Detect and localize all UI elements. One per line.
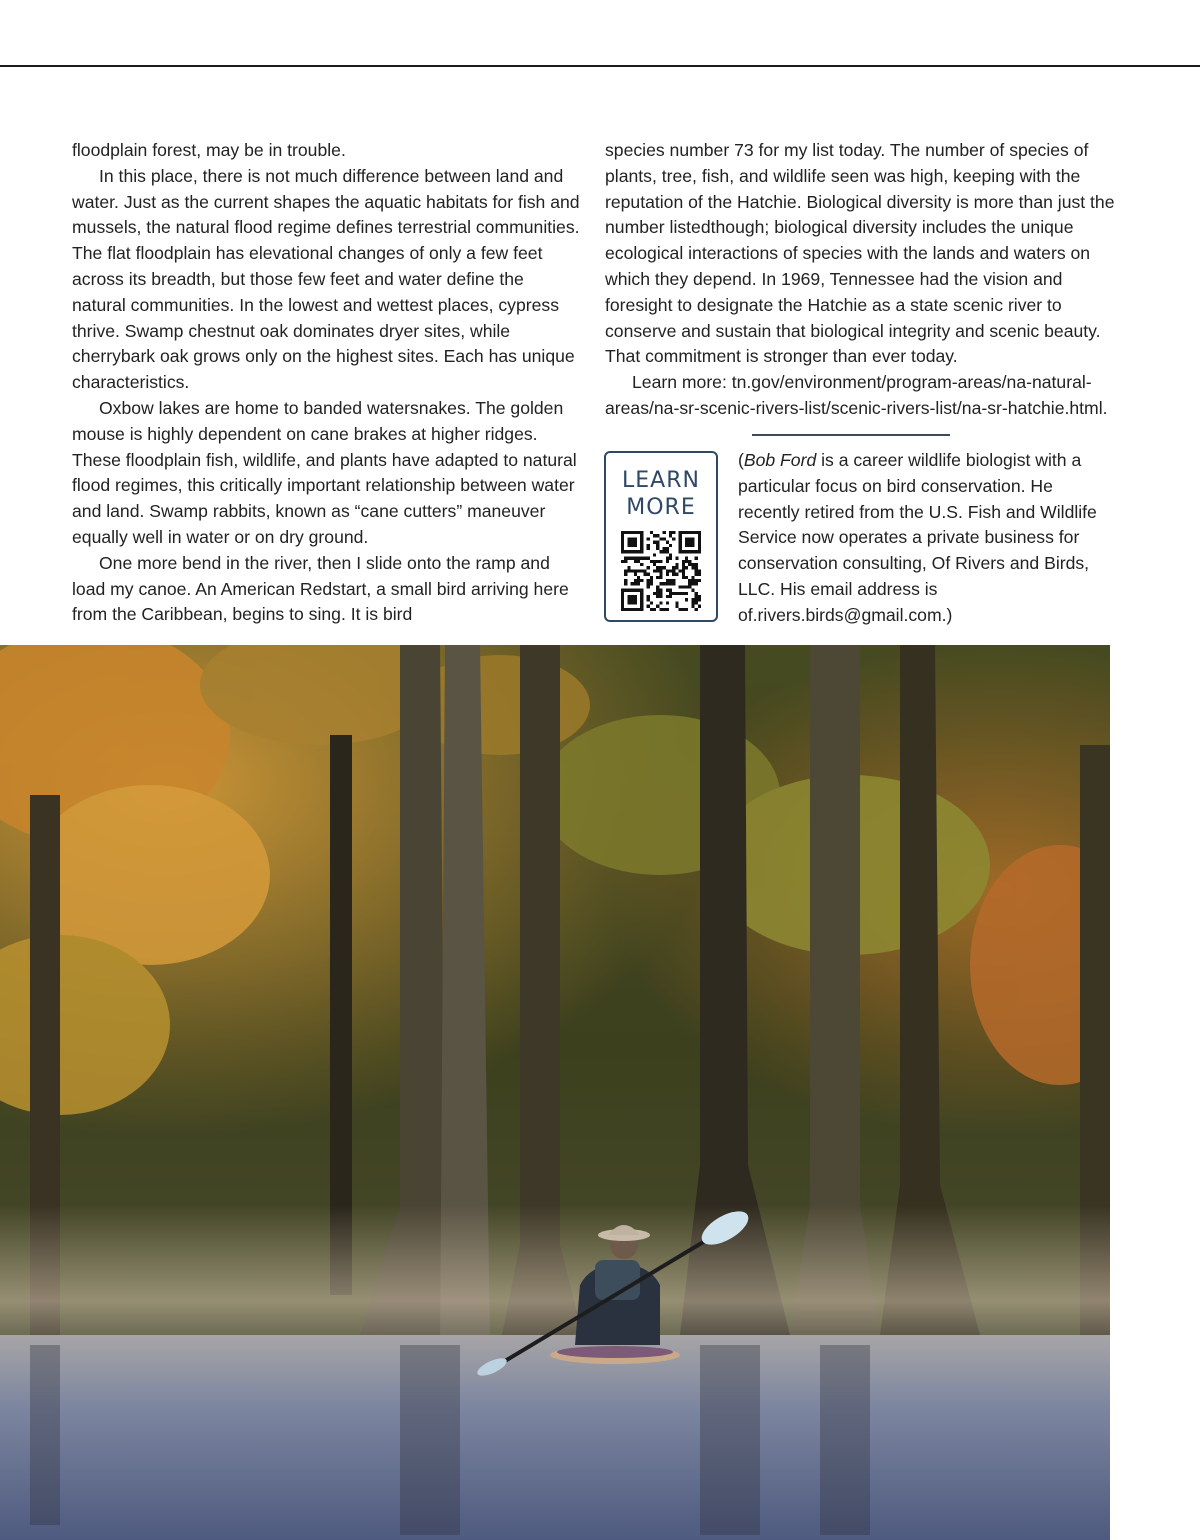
paragraph: In this place, there is not much difference between land and water. Just as the current shapes the aquatic habitats for fish and mussels, the natural flood regime defines terrestrial communities. The flat floodplain has elevational changes of only a few feet across its breadth, but those few feet and water define the natural communities. In the lowest and wettest places, cypress thrive. Swamp chestnut oak dominates dryer sites, while cherrybark oak grows only on the highest sites. Each has unique characteristics.	[72, 165, 580, 393]
article-right-column	[605, 138, 1120, 422]
paragraph: species number 73 for my list today. The number of species of plants, tree, fish, and wildlife seen was high, keeping with the reputation of the Hatchie. Biological diversity is more than just the number listedthough; biological diversity includes the unique ecological interactions of species with the lands and waters on which they depend. In 1969, Tennessee had the vision and foresight to designate the Hatchie as a state scenic river to conserve and sustain that biological integrity and scenic beauty. That commitment is stronger than ever today.	[605, 140, 1115, 367]
learn-label-line: LEARN	[622, 468, 700, 493]
photo-illustration	[0, 645, 1110, 1540]
section-divider	[752, 434, 950, 436]
bio-paren: (	[738, 450, 744, 470]
paragraph: floodplain forest, may be in trouble.	[72, 140, 346, 160]
author-name: Bob Ford	[743, 450, 817, 470]
learn-more-label	[606, 467, 716, 521]
kayak-swamp-photo	[0, 645, 1110, 1540]
author-bio	[738, 448, 1108, 629]
qr-code-icon[interactable]	[621, 531, 701, 611]
paragraph: One more bend in the river, then I slide onto the ramp and load my canoe. An American Redstart, a small bird arriving here from the Caribbean, begins to sing. It is bird	[72, 552, 569, 625]
bio-text: is a career wildlife biologist with a particular focus on bird conservation. He recently retired from the U.S. Fish and Wildlife Service now operates a private business for conservation consulting, Of Rivers and Birds, LLC. His email address is of.rivers.birds@gmail.com.)	[738, 450, 1097, 625]
paragraph: Oxbow lakes are home to banded watersnakes. The golden mouse is highly dependent on cane brakes at higher ridges. These floodplain fish, wildlife, and plants have adapted to natural flood regimes, this critically important relationship between water and land. Swamp rabbits, known as “cane cutters” maneuver equally well in water or on dry ground.	[72, 397, 577, 547]
learn-more-link-text[interactable]: Learn more: tn.gov/environment/program-areas/na-natural-areas/na-sr-scenic-rivers-list/scenic-rivers-list/na-sr-hatchie.html.	[605, 372, 1108, 418]
learn-more-qr-box[interactable]	[604, 451, 718, 622]
more-label-line: MORE	[626, 495, 696, 520]
top-rule	[0, 65, 1200, 67]
article-left-column	[72, 138, 580, 628]
